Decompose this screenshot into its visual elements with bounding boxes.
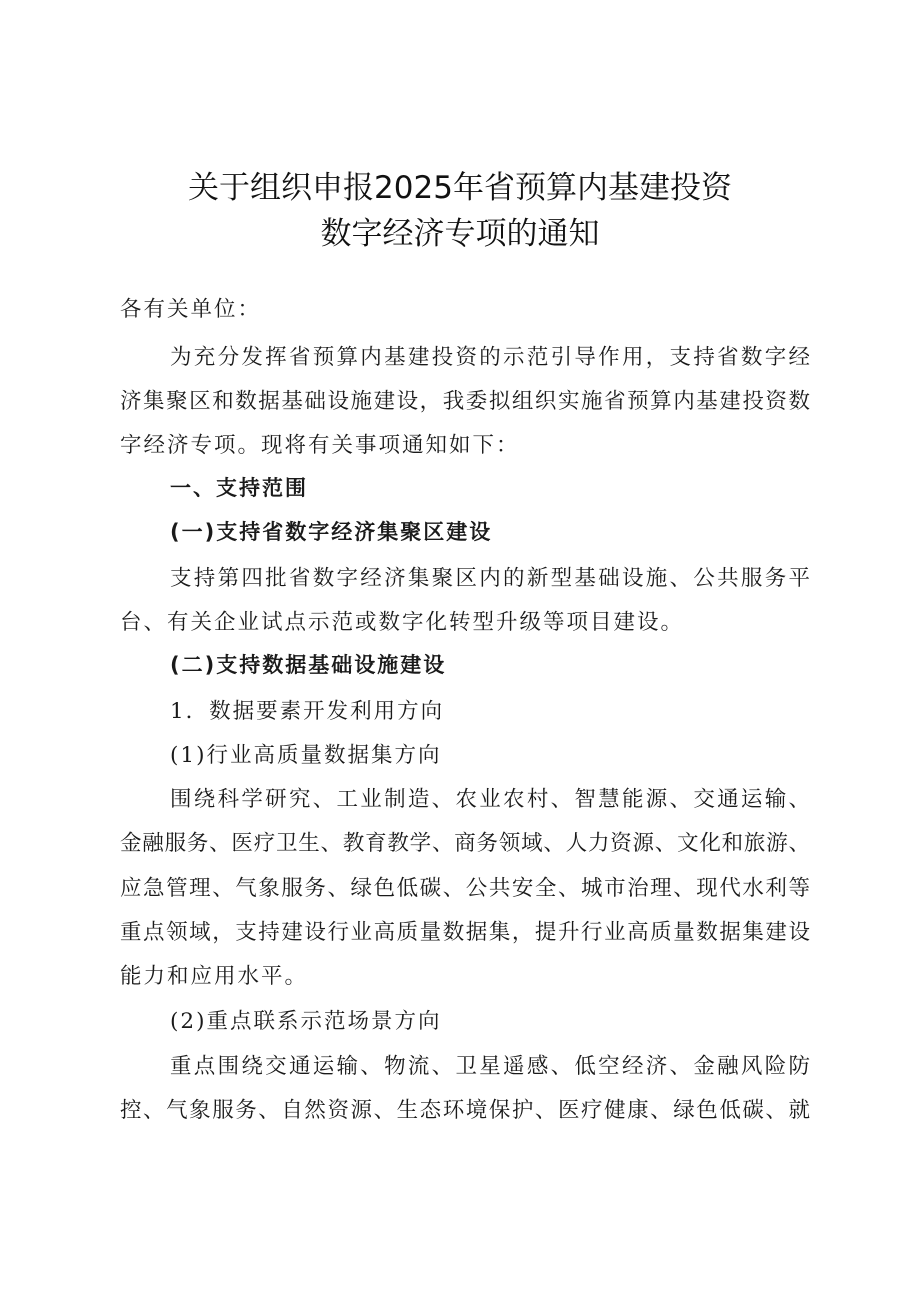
body-line: 重点围绕交通运输、物流、卫星遥感、低空经济、金融风险防: [170, 1054, 810, 1079]
document-title-line-1: 关于组织申报2025年省预算内基建投资: [188, 170, 732, 206]
body-line: 台、有关企业试点示范或数字化转型升级等项目建设。: [120, 610, 685, 635]
body-line: 围绕科学研究、工业制造、农业农村、智慧能源、交通运输、: [170, 787, 810, 812]
intro-line: 为充分发挥省预算内基建投资的示范引导作用，支持省数字经: [170, 345, 810, 370]
document-title-line-2: 数字经济专项的通知: [320, 216, 600, 252]
body-line: 支持第四批省数字经济集聚区内的新型基础设施、公共服务平: [170, 566, 810, 591]
subsection-heading: (一)支持省数字经济集聚区建设: [170, 520, 493, 544]
salutation: 各有关单位：: [120, 297, 262, 322]
subsection-heading: (二)支持数据基础设施建设: [170, 653, 447, 677]
body-line: 控、气象服务、自然资源、生态环境保护、医疗健康、绿色低碳、就: [120, 1098, 810, 1123]
body-line: 应急管理、气象服务、绿色低碳、公共安全、城市治理、现代水利等: [120, 876, 810, 901]
intro-line: 字经济专项。现将有关事项通知如下：: [120, 433, 520, 458]
body-line: 能力和应用水平。: [120, 964, 309, 989]
intro-line: 济集聚区和数据基础设施建设，我委拟组织实施省预算内基建投资数: [120, 389, 810, 414]
item-heading: 1．数据要素开发利用方向: [170, 699, 445, 724]
item-subheading: (2)重点联系示范场景方向: [170, 1009, 442, 1034]
section-heading: 一、支持范围: [170, 476, 308, 500]
body-line: 金融服务、医疗卫生、教育教学、商务领域、人力资源、文化和旅游、: [120, 831, 810, 856]
item-subheading: (1)行业高质量数据集方向: [170, 743, 442, 768]
body-line: 重点领域，支持建设行业高质量数据集，提升行业高质量数据集建设: [120, 920, 810, 945]
